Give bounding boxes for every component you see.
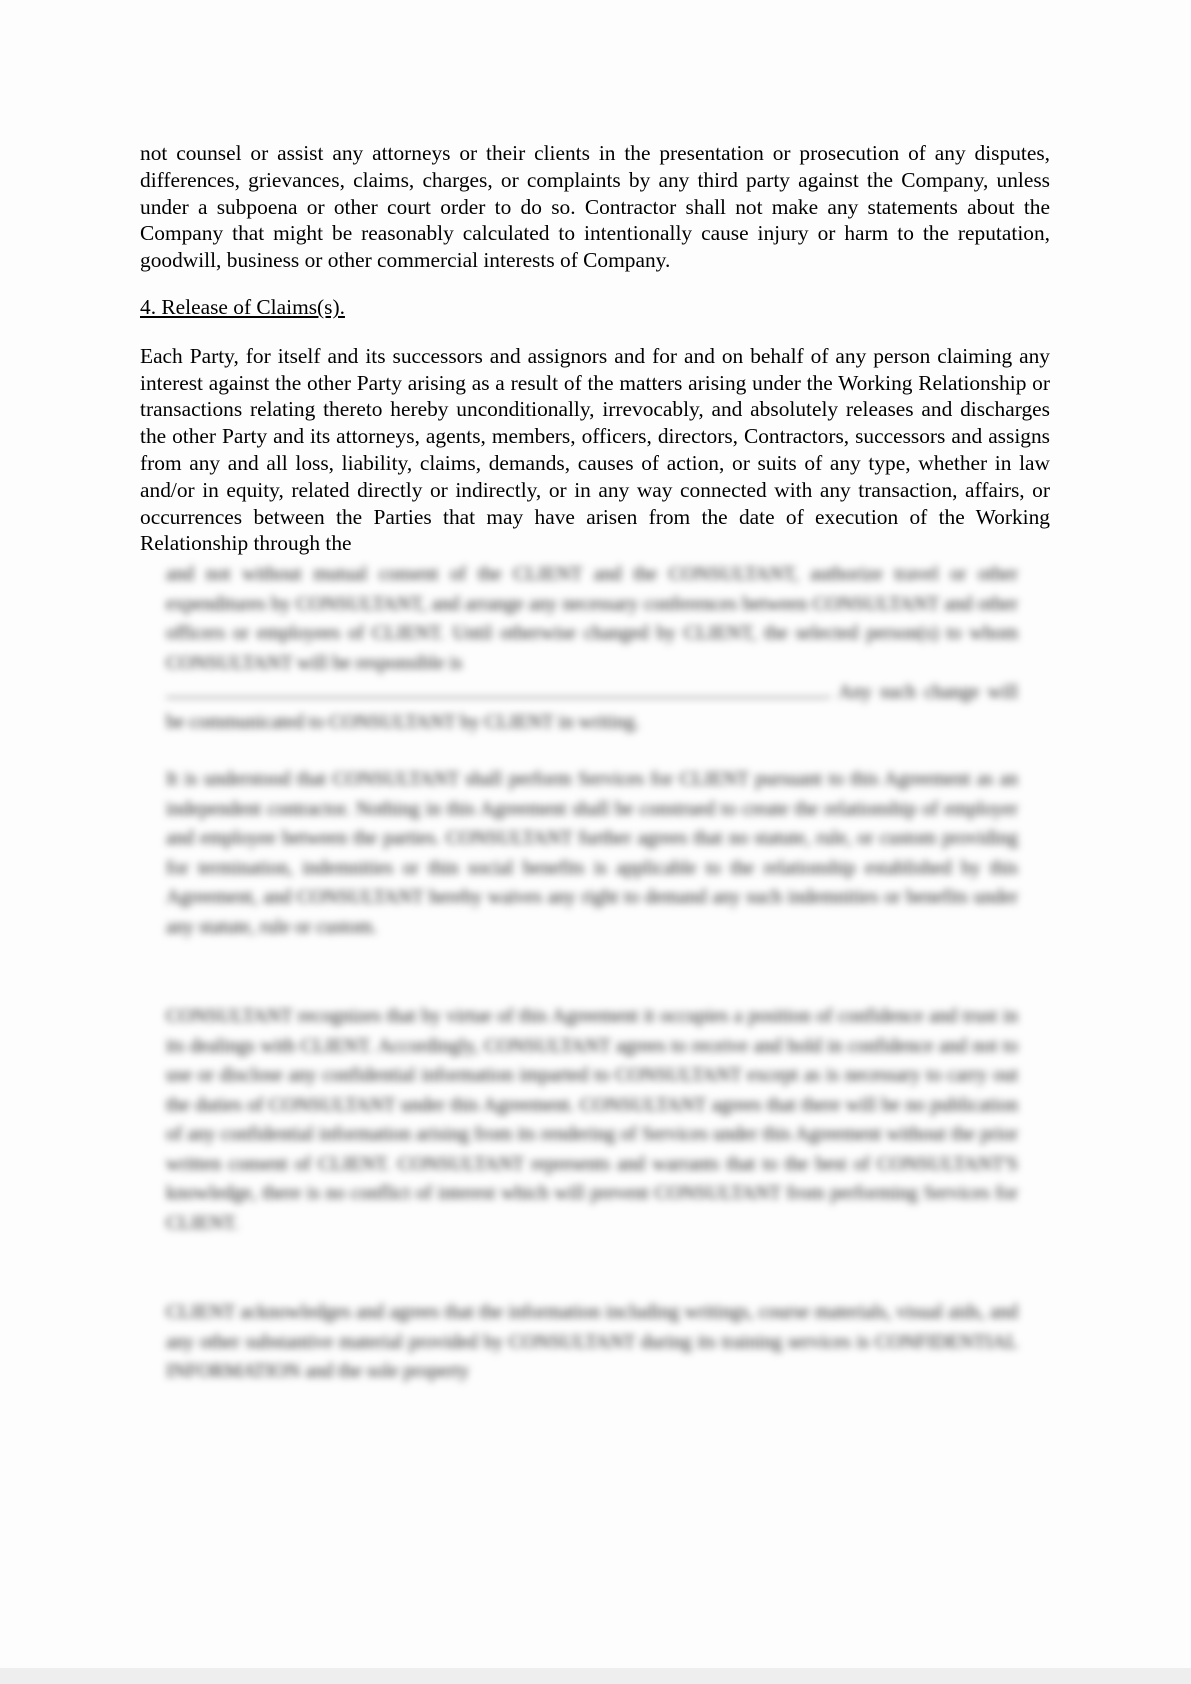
intro-paragraph: not counsel or assist any attorneys or their clients in the presentation or prosecution of any disputes, differences, grievances, claims, charges, or complaints by any third party against the Company, unless under a subpoena or other court order to do so. Contractor shall not make any statements about the Company that might be reasonably calculated to intentionally cause injury or harm to the reputation, goodwill, business or other commercial interests of Company. — [140, 141, 1050, 273]
blurred-paragraph-4: CLIENT acknowledges and agrees that the information including writings, course materials, visual aids, and any other substantive material provided by CONSULTANT during its training services is CONFIDENTIAL INFORMATION and the sole property — [166, 1302, 1018, 1382]
blurred-paragraph-1-tail: . Any such change will be communicated to CONSULTANT by CLIENT in writing. — [166, 682, 1018, 733]
section-heading: 4. Release of Claims(s). — [140, 294, 345, 319]
blurred-paragraph-1-text: and not without mutual consent of the CLIENT and the CONSULTANT, authorize travel or other expenditures by CONSULTANT, and arrange any necessary conferences between CONSULTANT and other officers or employees of CLIENT. Until otherwise changed by CLIENT, the selected person(s) to whom CONSULTANT will be responsible — [166, 564, 1018, 674]
visible-text-section — [140, 140, 1050, 557]
release-paragraph: Each Party, for itself and its successors and assignors and for and on behalf of any person claiming any interest against the other Party arising as a result of the matters arising under the Working Relationship or transactions relating thereto hereby unconditionally, irrevocably, and absolutely releases and discharges the other Party and its attorneys, agents, members, officers, directors, Contractors, successors and assigns from any and all loss, liability, claims, demands, causes of action, or suits of any type, whether in law and/or in equity, related directly or indirectly, or in any way connected with any transaction, affairs, or occurrences between the Parties that may have arisen from the date of execution of the Working Relationship through the — [140, 343, 1050, 556]
page-bottom-edge — [0, 1668, 1191, 1684]
signature-blank-line — [166, 679, 826, 698]
blurred-preview-section — [166, 560, 1018, 1387]
blurred-paragraph-3: CONSULTANT recognizes that by virtue of this Agreement it occupies a position of confidence and trust in its dealings with CLIENT. Accordingly, CONSULTANT agrees to receive and hold in confidence and not to use or disclose any confidential information imparted to CONSULTANT except as is necessary to carry out the duties of CONSULTANT under this Agreement. CONSULTANT agrees that there will be no publication of any confidential information arising from its rendering of Services under this Agreement without the prior written consent of CLIENT. CONSULTANT represents and warrants that to the best of CONSULTANT'S knowledge, there is no conflict of interest which will prevent CONSULTANT from performing Services for CLIENT. — [166, 1006, 1018, 1234]
blurred-paragraph-2: It is understood that CONSULTANT shall perform Services for CLIENT pursuant to this Agreement as an independent contractor. Nothing in this Agreement shall be construed to create the relationship of employer and employee between the parties. CONSULTANT further agrees that no statute, rule, or custom providing for termination, indemnities or thin social benefits is applicable to the relationship established by this Agreement, and CONSULTANT hereby waives any right to demand any such indemnities or benefits under any statute, rule or custom. — [166, 769, 1018, 938]
blurred-paragraph-1 — [166, 560, 1018, 737]
blurred-paragraph-1-is: is — [449, 652, 463, 674]
